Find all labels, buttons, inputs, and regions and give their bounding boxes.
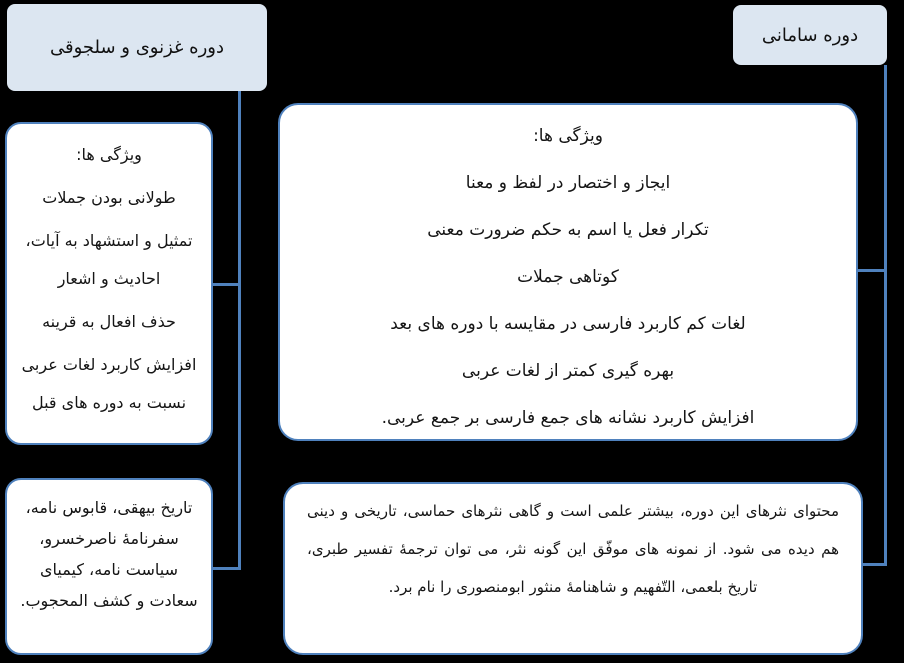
content-paragraph: محتوای نثرهای این دوره، بیشتر علمی است و گاهی نثرهای حماسی، تاریخی و دینی هم دیده می شود. از نمونه های موفّق این گونه نثر، می توان ترجمهٔ تفسیر طبری، تاریخ بلعمی، التّفهیم و شاهنامهٔ منثور ابومنصوری را نام برد. <box>307 502 839 596</box>
header-label: دوره سامانی <box>761 24 859 46</box>
header-box-ghaznavid-seljuk-period <box>7 4 267 91</box>
connector-left-vertical <box>238 91 241 570</box>
header-box-samanid-period <box>733 5 887 65</box>
features-box-samanid <box>278 103 858 441</box>
features-box-ghaznavid <box>5 122 213 445</box>
feature-item: لغات کم کاربرد فارسی در مقایسه با دوره های بعد <box>390 314 746 334</box>
features-title: ویژگی ها: <box>533 126 603 146</box>
feature-item: بهره گیری کمتر از لغات عربی <box>461 361 675 381</box>
works-box-ghaznavid-books <box>5 478 213 655</box>
feature-item: افزایش کاربرد لغات عربی نسبت به دوره های قبل <box>21 355 197 412</box>
feature-item: تمثیل و استشهاد به آیات، احادیث و اشعار <box>25 231 193 288</box>
feature-item: ایجاز و اختصار در لفظ و معنا <box>465 173 671 193</box>
connector-right-vertical <box>884 65 887 566</box>
content-box-samanid-prose <box>283 482 863 655</box>
feature-item: طولانی بودن جملات <box>42 188 176 207</box>
connector-right-branch-content <box>861 563 887 566</box>
header-label: دوره غزنوی و سلجوقی <box>50 37 224 58</box>
connector-right-branch-features <box>858 269 887 272</box>
features-title: ویژگی ها: <box>76 145 142 164</box>
feature-item: حذف افعال به قرینه <box>42 312 176 331</box>
connector-left-branch-features <box>213 283 241 286</box>
connector-left-branch-works <box>213 567 241 570</box>
works-paragraph: تاریخ بیهقی، قابوس نامه، سفرنامهٔ ناصرخسرو، سیاست نامه، کیمیای سعادت و کشف المحجوب. <box>20 498 198 610</box>
feature-item: تکرار فعل یا اسم به حکم ضرورت معنی <box>427 220 709 240</box>
feature-item: کوتاهی جملات <box>517 267 619 287</box>
feature-item: افزایش کاربرد نشانه های جمع فارسی بر جمع عربی. <box>381 408 755 428</box>
